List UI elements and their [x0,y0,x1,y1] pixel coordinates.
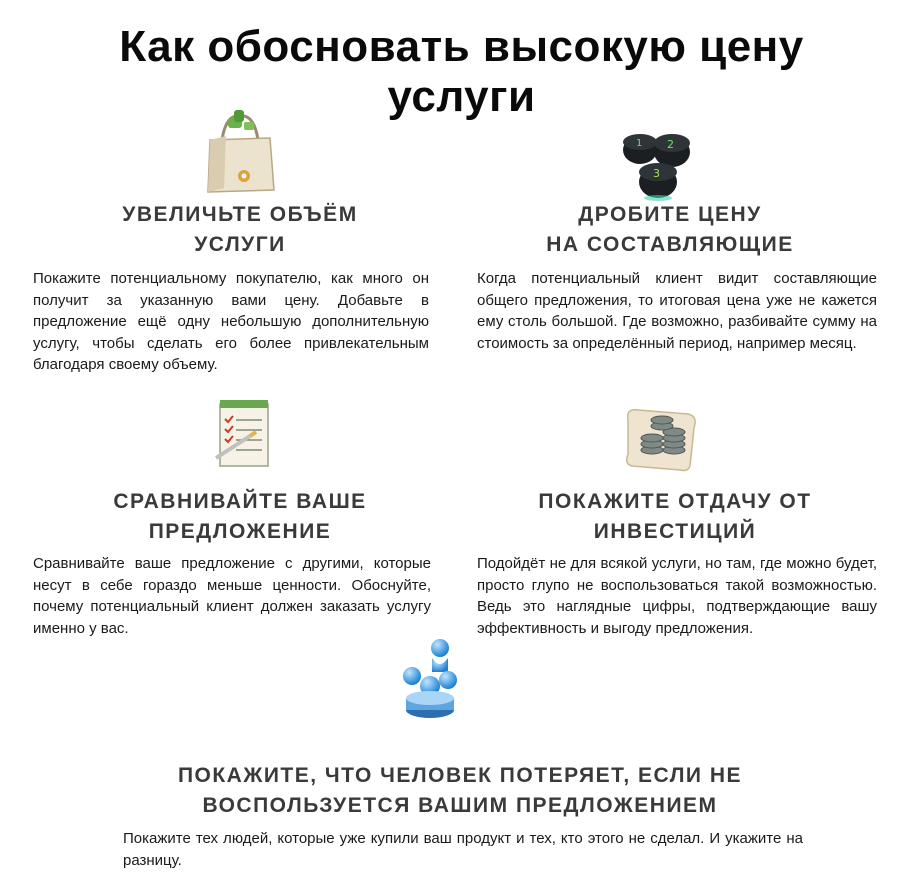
section-text-show-loss: Покажите тех людей, которые уже купили ваш продукт и тех, кто этого не сделал. И укажите на разницу. [123,830,803,869]
shopping-bag-icon [200,104,280,196]
page-title-line-1: Как обосновать высокую цену [119,22,804,71]
section-text-increase-volume: Покажите потенциальному покупателю, как много он получит за указанную вами цену. Добавьте в предложение ещё одну небольшую дополнительную услугу, чтобы сделать его более привлекательным благодаря своему объему. [33,270,429,373]
people-group-icon [394,636,466,728]
section-text-show-roi: Подойдёт не для всякой услуги, но там, где можно будет, просто глупо не воспользоваться такой возможностью. Ведь это наглядные цифры, подтверждающие вашу эффективность и выгоду предложения. [477,555,877,637]
numbered-blocks-icon [620,120,710,202]
section-heading-show-loss: ПОКАЖИТЕ, ЧТО ЧЕЛОВЕК ПОТЕРЯЕТ, ЕСЛИ НЕ ВОСПОЛЬЗУЕТСЯ ВАШИМ ПРЕДЛОЖЕНИЕМ [177,764,743,817]
svg-text:1: 1 [636,138,643,149]
section-text-split-price: Когда потенциальный клиент видит составляющие общего предложения, то итоговая цена уже не кажется ему столь большой. Где возможно, разбивайте сумму на стоимость за определённый период, например месяц. [477,270,877,352]
page-title-line-2: услуги [387,72,536,121]
section-heading-compare-offer: СРАВНИВАЙТЕ ВАШЕ ПРЕДЛОЖЕНИЕ [113,490,367,543]
checklist-notepad-icon [212,396,276,470]
section-text-compare-offer: Сравнивайте ваше предложение с другими, которые несут в себе гораздо меньше ценности. Обоснуйте, почему потенциальный клиент должен заказать услугу именно у вас. [33,555,431,637]
section-heading-increase-volume: УВЕЛИЧЬТЕ ОБЪЁМ УСЛУГИ [122,203,358,256]
coin-stacks-scroll-icon [622,400,702,474]
page-title [0,22,923,122]
section-heading-split-price: ДРОБИТЕ ЦЕНУ НА СОСТАВЛЯЮЩИЕ [546,203,794,256]
svg-text:2: 2 [667,138,674,151]
svg-text:3: 3 [653,167,660,180]
section-heading-show-roi: ПОКАЖИТЕ ОТДАЧУ ОТ ИНВЕСТИЦИЙ [538,490,812,543]
